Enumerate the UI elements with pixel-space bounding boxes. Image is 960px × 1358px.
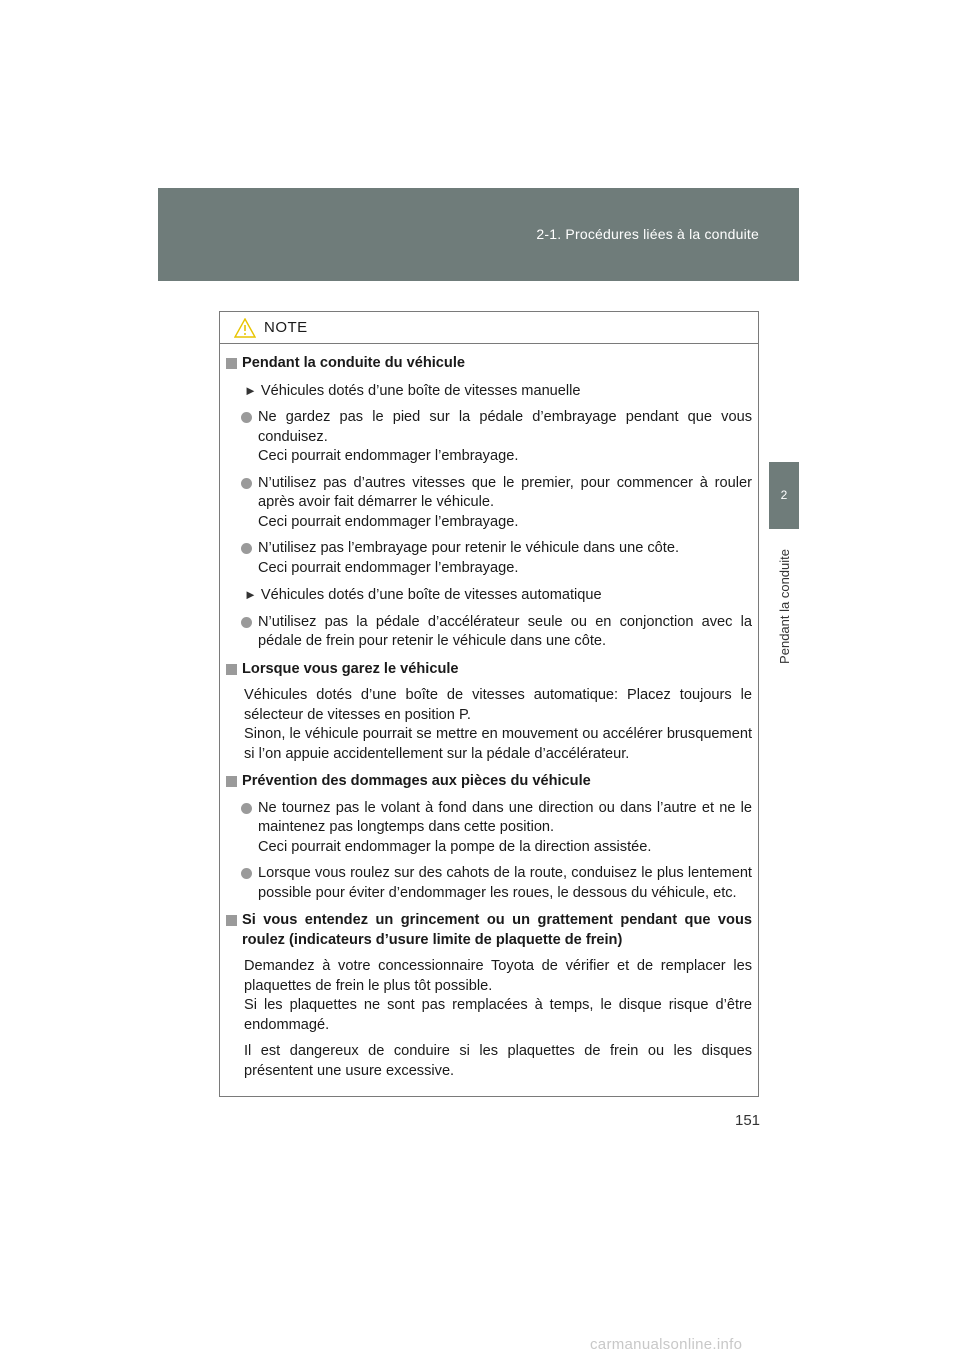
note-title: NOTE xyxy=(264,319,308,336)
list-item: Ne tournez pas le volant à fond dans une direction ou dans l’autre et ne le maintenez pas longtemps dans cette position. Ceci pourrait endommager la pompe de la direction assistée. xyxy=(226,799,752,858)
square-bullet-icon xyxy=(226,358,237,369)
circle-bullet-icon xyxy=(241,478,252,489)
arrow-right-icon: ► xyxy=(244,587,257,602)
watermark: carmanualsonline.info xyxy=(590,1336,743,1353)
list-item: Lorsque vous roulez sur des cahots de la route, conduisez le plus lentement possible pour éviter d’endommager les roues, le dessous du véhicule, etc. xyxy=(226,864,752,903)
list-item: N’utilisez pas d’autres vitesses que le premier, pour commencer à rouler après avoir fait démarrer le véhicule. Ceci pourrait endommager l’embrayage. xyxy=(226,474,752,533)
subhead-manual: ► Véhicules dotés d’une boîte de vitesses manuelle xyxy=(244,382,581,399)
square-bullet-icon xyxy=(226,664,237,675)
chapter-title: 2-1. Procédures liées à la conduite xyxy=(536,226,759,242)
section-title: Lorsque vous garez le véhicule xyxy=(226,660,752,680)
paragraph: Demandez à votre concessionnaire Toyota de vérifier et de remplacer les plaquettes de frein le plus tôt possible. Si les plaquettes ne sont pas remplacées à temps, le disque risque d’être endommagé. xyxy=(244,958,752,1033)
note-body xyxy=(220,344,758,1081)
section-title: Si vous entendez un grincement ou un grattement pendant que vous roulez (indicateurs d’usure limite de plaquette de frein) xyxy=(226,911,752,950)
paragraph: Il est dangereux de conduire si les plaquettes de frein ou les disques présentent une usure excessive. xyxy=(244,1043,752,1079)
section-title: Prévention des dommages aux pièces du véhicule xyxy=(226,772,752,792)
square-bullet-icon xyxy=(226,915,237,926)
list-item: N’utilisez pas l’embrayage pour retenir le véhicule dans une côte. Ceci pourrait endommager l’embrayage. xyxy=(226,539,752,578)
chapter-header-band xyxy=(158,188,799,281)
chapter-side-label xyxy=(767,536,801,676)
list-item: N’utilisez pas la pédale d’accélérateur seule ou en conjonction avec la pédale de frein pour retenir le véhicule dans une côte. xyxy=(226,613,752,652)
chapter-tab-number: 2 xyxy=(769,462,799,529)
note-header xyxy=(220,312,758,344)
square-bullet-icon xyxy=(226,776,237,787)
circle-bullet-icon xyxy=(241,803,252,814)
paragraph: Véhicules dotés d’une boîte de vitesses automatique: Placez toujours le sélecteur de vitesses en position P. Sinon, le véhicule pourrait se mettre en mouvement ou accélérer brusquement si l’on appuie accidentellement sur la pédale d’accélérateur. xyxy=(244,687,752,762)
section-title: Pendant la conduite du véhicule xyxy=(226,354,752,374)
circle-bullet-icon xyxy=(241,412,252,423)
list-item: Ne gardez pas le pied sur la pédale d’embrayage pendant que vous conduisez. Ceci pourrait endommager l’embrayage. xyxy=(226,408,752,467)
warning-triangle-icon xyxy=(234,318,256,338)
circle-bullet-icon xyxy=(241,543,252,554)
subhead-automatic: ► Véhicules dotés d’une boîte de vitesses automatique xyxy=(244,587,602,603)
chapter-side-label-text: Pendant la conduite xyxy=(776,548,792,664)
circle-bullet-icon xyxy=(241,617,252,628)
page-number: 151 xyxy=(735,1112,761,1129)
note-box xyxy=(219,311,759,1097)
circle-bullet-icon xyxy=(241,868,252,879)
arrow-right-icon: ► xyxy=(244,382,257,398)
